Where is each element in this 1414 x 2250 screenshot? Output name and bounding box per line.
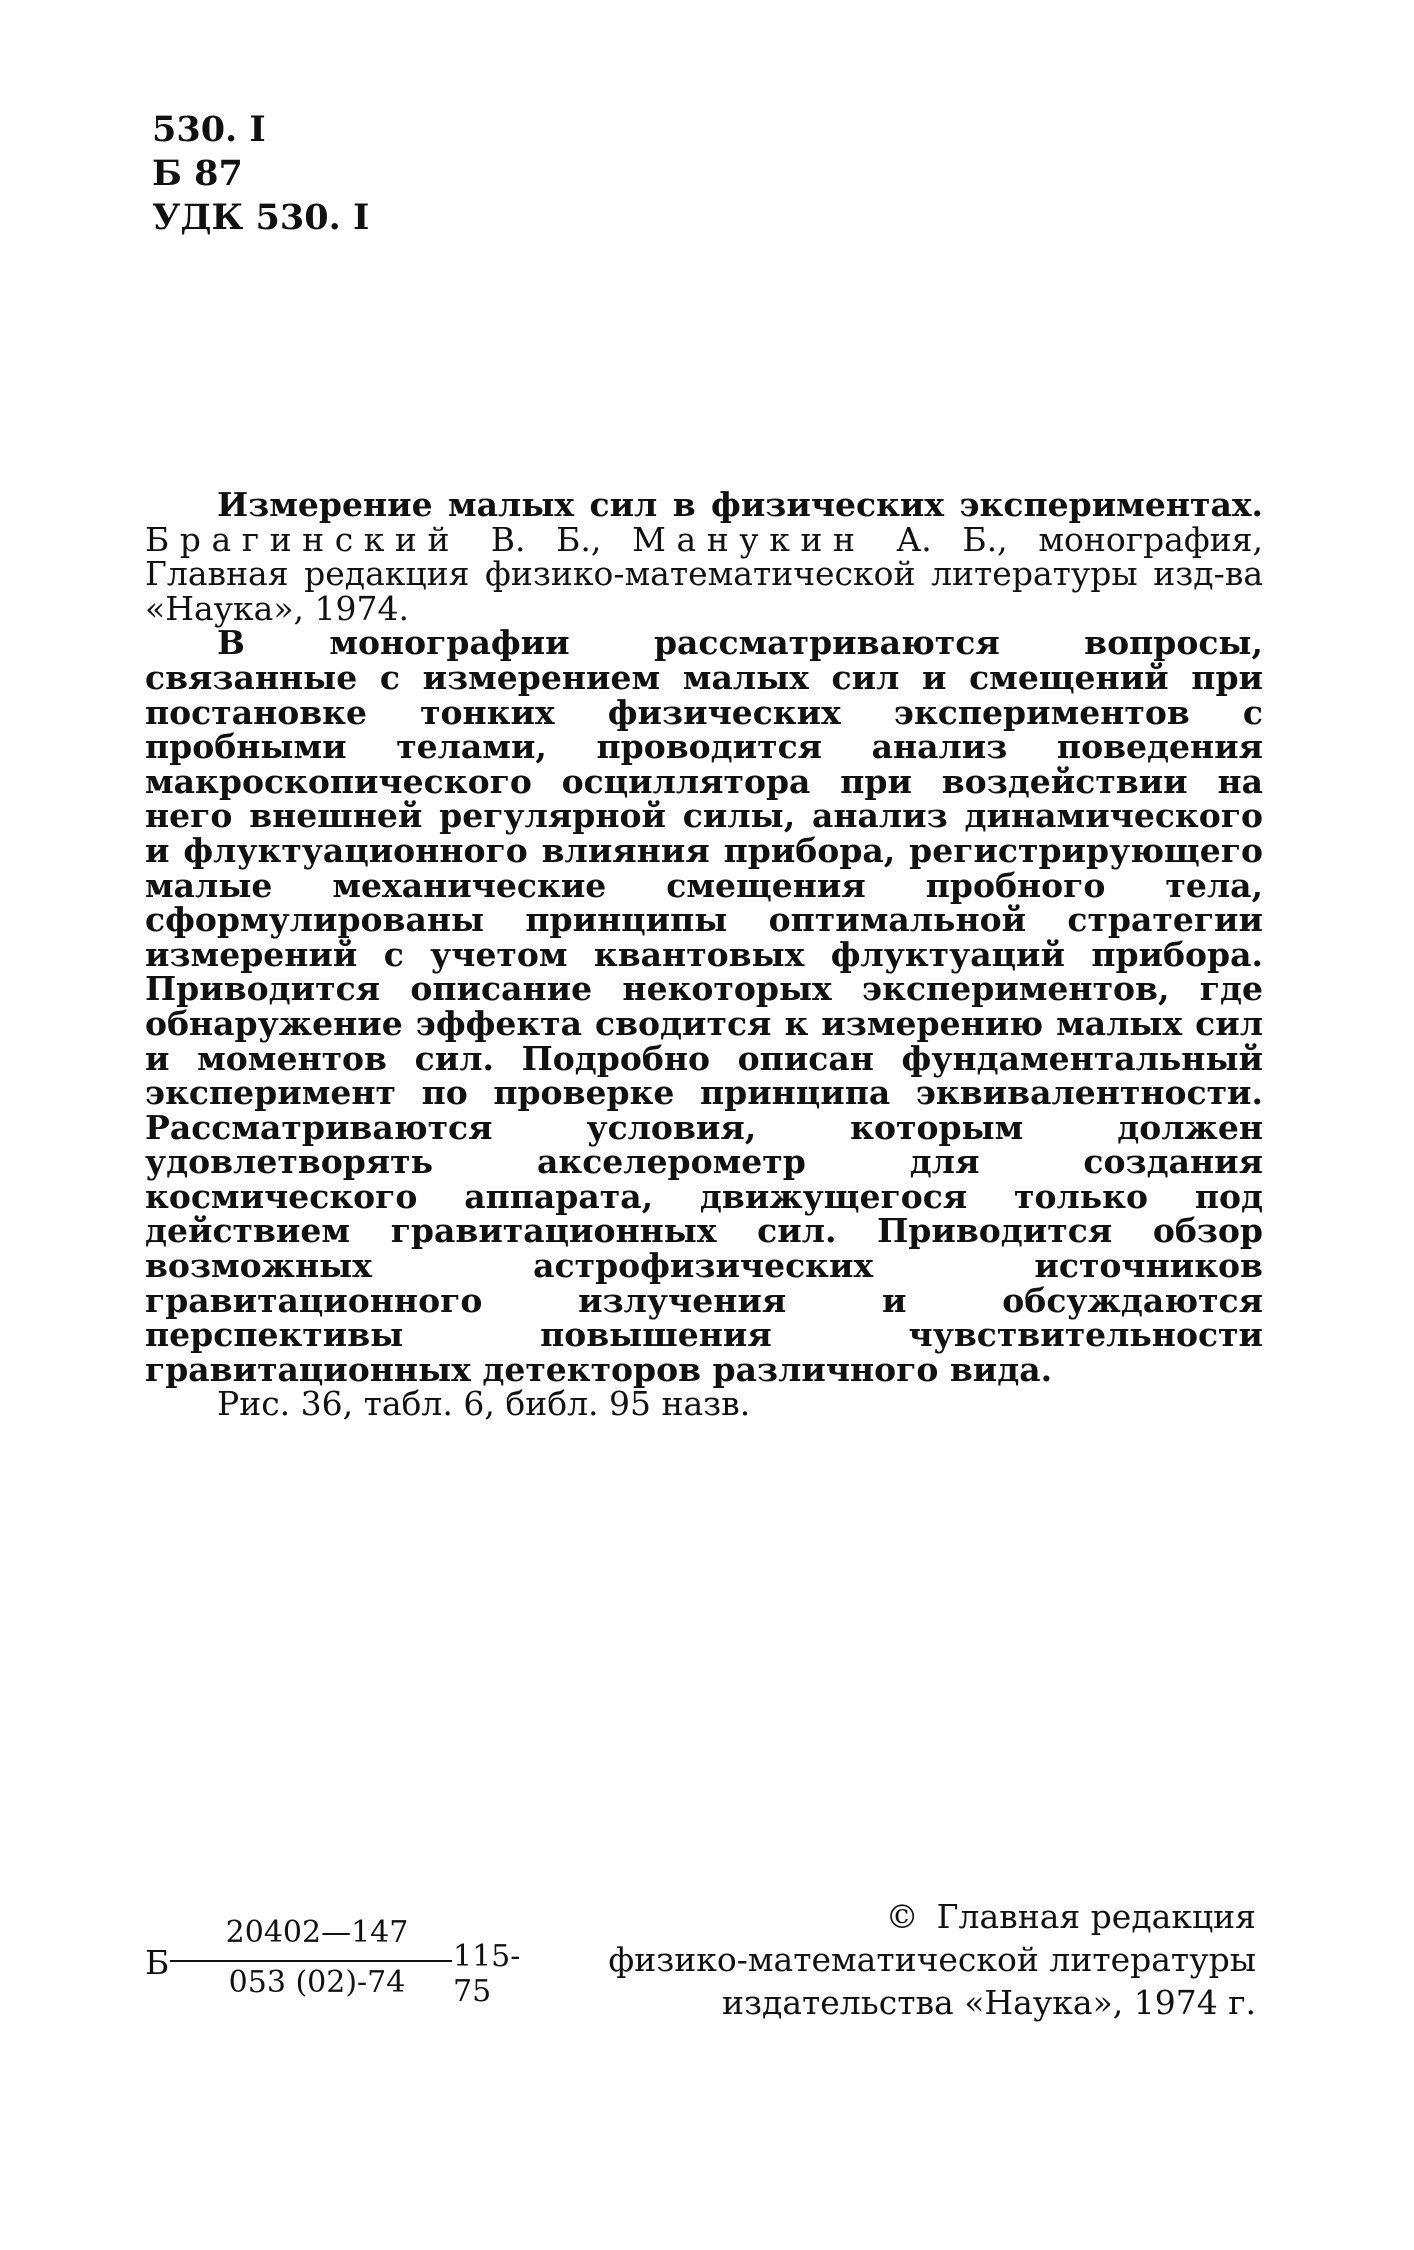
classification-code: 530. I [152, 109, 266, 150]
publisher-code-numerator: 20402—147 [225, 1915, 409, 1950]
copyright-symbol: © [885, 1897, 919, 1936]
abstract-body: В монографии рассматриваются вопросы, связанные с измерением малых сил и смещений при постановке тонких физических экспериментов с пробными телами, проводится анализ поведения макроскопического осциллятора при воздействии на него внешней регулярной силы, анализ динамического и флуктуационного влияния прибора, регистрирующего малые механические смещения пробного тела, сформулированы принципы оптимальной стратегии измерений с учетом квантовых флуктуаций прибора. Приводится описание некоторых экспериментов, где обнаружение эффекта сводится к измерению малых сил и моментов сил. Подробно описан фундаментальный эксперимент по проверке принципа эквивалентности. Рассматриваются условия, которым должен удовлетворять акселерометр для создания космического аппарата, движущегося только под действием гравитационных сил. Приводится обзор возможных астрофизических источников гравитационного излучения и обсуждаются перспективы повышения чувствительности гравитационных детекторов различного вида. [145, 623, 1263, 1389]
udc-code: УДК 530. I [152, 197, 370, 238]
abstract-refs: Рис. 36, табл. 6, библ. 95 назв. [217, 1384, 751, 1424]
classification-block [152, 108, 369, 240]
publication-info: монография, Главная редакция физико-математической литературы изд-ва «Наука», 1974. [145, 519, 1263, 628]
author1-surname: Брагинский [145, 519, 461, 559]
abstract-block [145, 485, 1263, 1424]
book-title: Измерение малых сил в физических экспериментах. [217, 485, 1263, 524]
author2-surname: Манукин [632, 519, 866, 559]
publisher-code-letter: Б [145, 1943, 170, 1982]
copyright-line-1 [556, 1895, 1256, 1938]
publisher-code [145, 1905, 525, 2025]
bibliographic-entry [145, 485, 1263, 628]
copyright-line-3: издательства «Наука», 1974 г. [722, 1983, 1256, 2022]
publisher-code-denominator: 053 (02)-74 [228, 1965, 406, 2000]
author1-initials: В. Б., [490, 519, 602, 559]
copyright-line-2: физико-математической литературы [608, 1940, 1256, 1979]
author-mark: Б 87 [152, 153, 243, 194]
copyright-text-1: Главная редакция [936, 1897, 1256, 1936]
author2-initials: А. Б., [896, 519, 1008, 559]
fraction-line [170, 1960, 452, 1962]
publisher-code-suffix: 115-75 [453, 1939, 521, 2009]
copyright-block [556, 1895, 1256, 2024]
